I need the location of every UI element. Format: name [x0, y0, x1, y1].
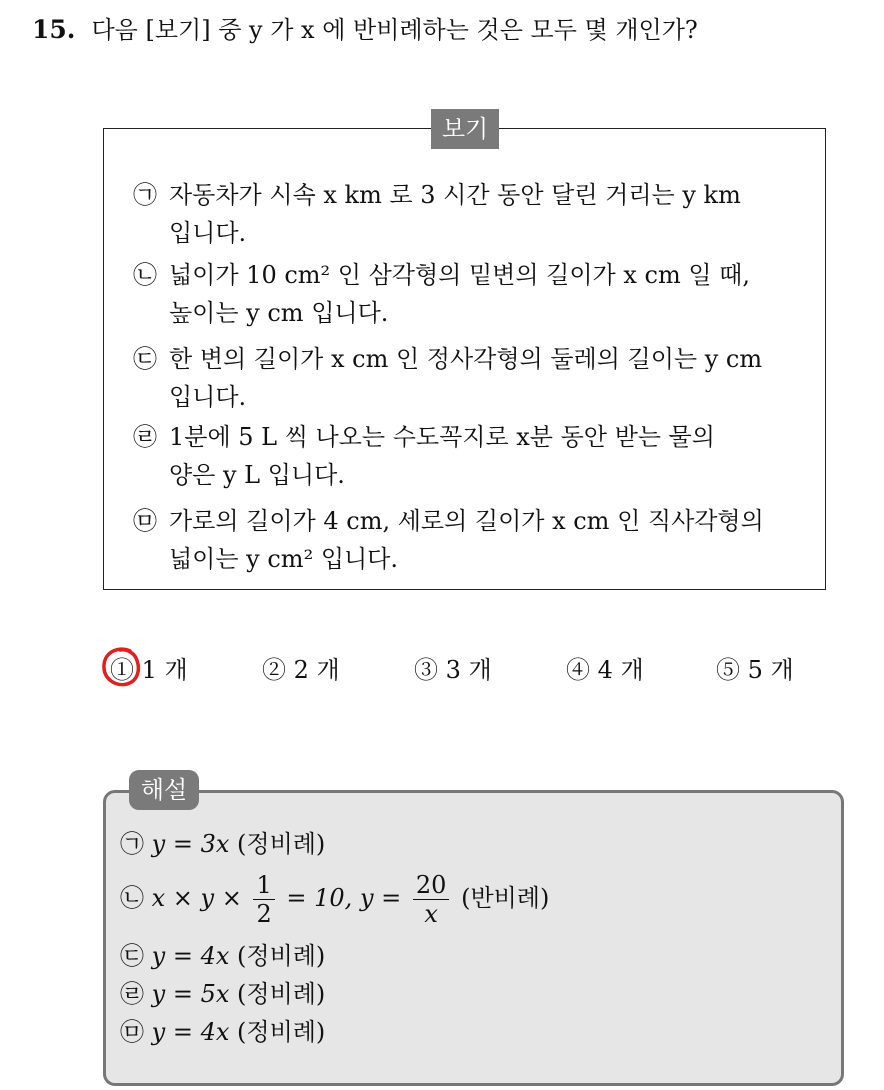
solution-expr: y = 4x	[151, 1018, 230, 1046]
choice-text: 2 개	[293, 656, 340, 684]
solution-mark: ㉤	[120, 1018, 144, 1046]
solution-note: (정비례)	[237, 830, 326, 858]
bogi-item	[133, 176, 741, 252]
bogi-item	[133, 256, 750, 332]
bogi-item-text-cont: 넓이는 y cm² 입니다.	[169, 545, 398, 573]
bogi-item	[133, 340, 762, 416]
fraction-denominator: x	[424, 900, 438, 928]
choice-mark: ③	[414, 656, 438, 684]
choice-4[interactable]	[566, 650, 644, 690]
fraction	[253, 871, 274, 928]
solution-line	[120, 826, 325, 862]
solution-mark: ㉠	[120, 830, 144, 858]
solution-expr: = 10, y =	[286, 884, 402, 912]
fraction	[413, 871, 450, 928]
choice-5[interactable]	[716, 650, 794, 690]
solution-note: (반비례)	[461, 884, 550, 912]
answer-circle-icon	[100, 645, 142, 689]
choice-text: 5 개	[747, 656, 794, 684]
fraction-denominator: 2	[256, 900, 272, 928]
solution-label: 해설	[129, 770, 199, 810]
bogi-item-mark: ㉠	[133, 181, 157, 209]
bogi-item-text: 1분에 5 L 씩 나오는 수도꼭지로 x분 동안 받는 물의	[169, 423, 715, 451]
bogi-item-text-cont: 양은 y L 입니다.	[169, 461, 345, 489]
solution-expr: x × y ×	[151, 884, 242, 912]
bogi-label: 보기	[431, 109, 499, 149]
solution-line	[120, 976, 325, 1012]
question-text: 다음 [보기] 중 y 가 x 에 반비례하는 것은 모두 몇 개인가?	[91, 16, 698, 44]
choice-mark: ⑤	[716, 656, 740, 684]
choice-3[interactable]	[414, 650, 492, 690]
solution-expr: y = 4x	[151, 942, 230, 970]
bogi-item-text: 한 변의 길이가 x cm 인 정사각형의 둘레의 길이는 y cm	[169, 345, 763, 373]
question	[32, 14, 698, 46]
choice-text: 3 개	[445, 656, 492, 684]
choice-2[interactable]	[262, 650, 340, 690]
bogi-item	[133, 418, 715, 494]
choice-mark: ④	[566, 656, 590, 684]
choice-text: 1 개	[141, 656, 188, 684]
solution-mark: ㉡	[120, 884, 144, 912]
choice-mark: ①	[110, 656, 134, 684]
solution-line	[120, 868, 549, 928]
solution-note: (정비례)	[237, 980, 326, 1008]
bogi-item-mark: ㉤	[133, 507, 157, 535]
solution-line	[120, 938, 325, 974]
bogi-item-mark: ㉣	[133, 423, 157, 451]
solution-expr: y = 5x	[151, 980, 230, 1008]
solution-line	[120, 1014, 325, 1050]
solution-mark: ㉣	[120, 980, 144, 1008]
bogi-item-text-cont: 높이는 y cm 입니다.	[169, 299, 389, 327]
bogi-item-mark: ㉡	[133, 261, 157, 289]
bogi-item-mark: ㉢	[133, 345, 157, 373]
fraction-numerator: 20	[413, 871, 450, 900]
choice-text: 4 개	[597, 656, 644, 684]
question-number: 15.	[32, 15, 76, 44]
fraction-numerator: 1	[253, 871, 274, 900]
bogi-item-text-cont: 입니다.	[169, 383, 247, 411]
bogi-item-text: 자동차가 시속 x km 로 3 시간 동안 달린 거리는 y km	[169, 181, 741, 209]
bogi-item-text: 넓이가 10 cm² 인 삼각형의 밑변의 길이가 x cm 일 때,	[169, 261, 750, 289]
solution-note: (정비례)	[237, 942, 326, 970]
choice-mark: ②	[262, 656, 286, 684]
solution-note: (정비례)	[237, 1018, 326, 1046]
solution-mark: ㉢	[120, 942, 144, 970]
bogi-item	[133, 502, 764, 578]
bogi-item-text-cont: 입니다.	[169, 219, 247, 247]
solution-expr: y = 3x	[151, 830, 230, 858]
bogi-item-text: 가로의 길이가 4 cm, 세로의 길이가 x cm 인 직사각형의	[169, 507, 764, 535]
